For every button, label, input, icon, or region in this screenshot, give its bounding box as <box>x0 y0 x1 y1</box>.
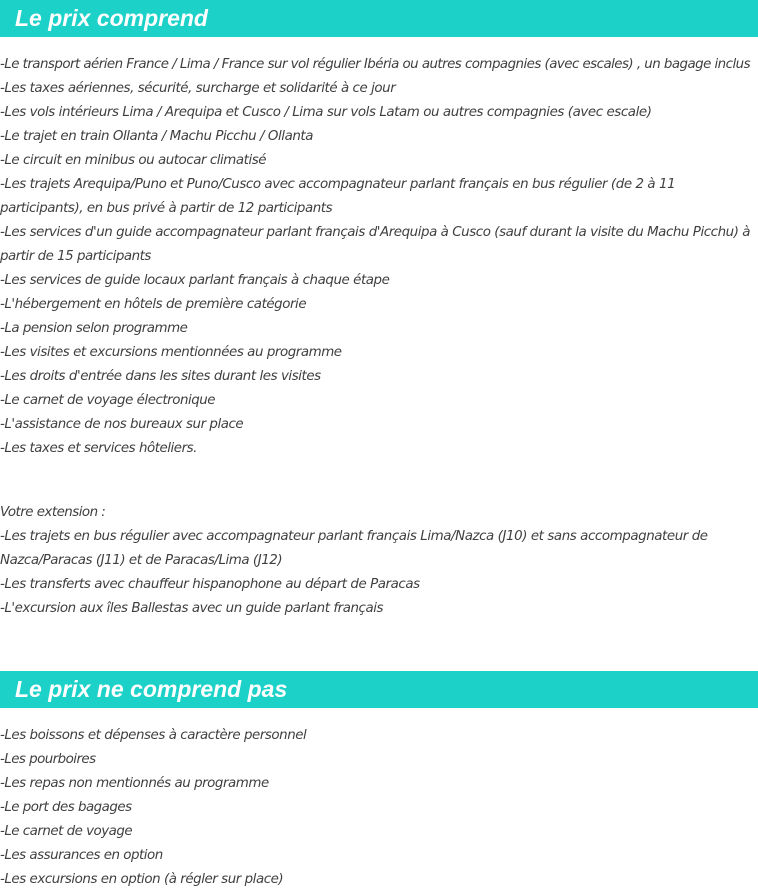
list-item: -Les assurances en option <box>0 848 163 863</box>
list-item: -Le port des bagages <box>0 800 132 815</box>
list-item: partir de 15 participants <box>0 249 151 264</box>
extension-heading: Votre extension : <box>0 505 106 520</box>
section-title-not-included: Le prix ne comprend pas <box>0 671 758 708</box>
not-included-list <box>0 724 758 892</box>
extension-block <box>0 501 758 621</box>
list-item: -L'excursion aux îles Ballestas avec un guide parlant français <box>0 601 384 616</box>
list-item: -Les services d'un guide accompagnateur parlant français d'Arequipa à Cusco (sauf durant la visite du Machu Picchu) à <box>0 225 751 240</box>
list-item: -L'assistance de nos bureaux sur place <box>0 417 244 432</box>
list-item: -Les visites et excursions mentionnées au programme <box>0 345 342 360</box>
list-item: -Les pourboires <box>0 752 96 767</box>
list-item: -Le transport aérien France / Lima / France sur vol régulier Ibéria ou autres compagnies (avec escales) , un bagage inclus <box>0 57 751 72</box>
list-item: Nazca/Paracas (J11) et de Paracas/Lima (J12) <box>0 553 283 568</box>
section-title-included: Le prix comprend <box>0 0 758 37</box>
list-item: -Les trajets en bus régulier avec accompagnateur parlant français Lima/Nazca (J10) et sans accompagnateur de <box>0 529 708 544</box>
list-item: -Les trajets Arequipa/Puno et Puno/Cusco avec accompagnateur parlant français en bus régulier (de 2 à 11 <box>0 177 676 192</box>
list-item: -Le circuit en minibus ou autocar climatisé <box>0 153 267 168</box>
list-item: participants), en bus privé à partir de 12 participants <box>0 201 333 216</box>
list-item: -Les transferts avec chauffeur hispanophone au départ de Paracas <box>0 577 420 592</box>
list-item: -Les taxes aériennes, sécurité, surcharge et solidarité à ce jour <box>0 81 396 96</box>
list-item: -Le carnet de voyage <box>0 824 133 839</box>
list-item: -Les droits d'entrée dans les sites durant les visites <box>0 369 321 384</box>
list-item: -Les vols intérieurs Lima / Arequipa et Cusco / Lima sur vols Latam ou autres compagnies (avec escale) <box>0 105 652 120</box>
list-item: -Les services de guide locaux parlant français à chaque étape <box>0 273 390 288</box>
list-item: -Les excursions en option (à régler sur place) <box>0 872 284 887</box>
list-item: -Le trajet en train Ollanta / Machu Picchu / Ollanta <box>0 129 313 144</box>
list-item: -L'hébergement en hôtels de première catégorie <box>0 297 307 312</box>
included-list <box>0 53 758 461</box>
list-item: -La pension selon programme <box>0 321 188 336</box>
list-item: -Les boissons et dépenses à caractère personnel <box>0 728 307 743</box>
list-item: -Les taxes et services hôteliers. <box>0 441 197 456</box>
list-item: -Le carnet de voyage électronique <box>0 393 216 408</box>
list-item: -Les repas non mentionnés au programme <box>0 776 269 791</box>
